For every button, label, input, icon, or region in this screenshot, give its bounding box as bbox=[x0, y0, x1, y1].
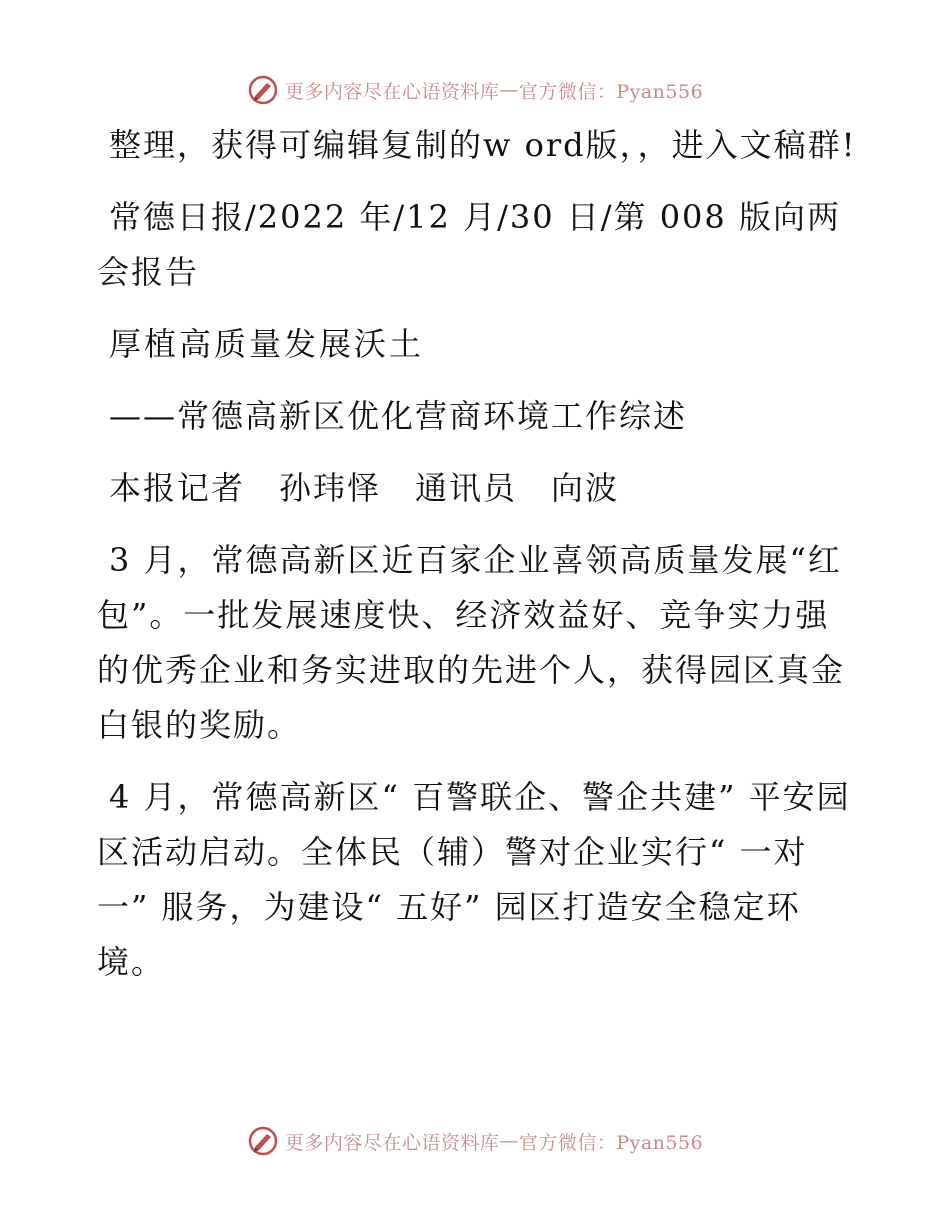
body-paragraph: 4 月，常德高新区“ 百警联企、警企共建” 平安园区活动启动。全体民（辅）警对企业实行“ 一对一” 服务，为建设“ 五好” 园区打造安全稳定环境。 bbox=[97, 778, 851, 981]
header-watermark bbox=[0, 70, 950, 110]
watermark-text: 更多内容尽在心语资料库 bbox=[284, 1131, 500, 1154]
article-subtitle: ——常德高新区优化营商环境工作综述 bbox=[109, 397, 688, 435]
document-body bbox=[97, 118, 857, 1007]
article-title: 厚植高质量发展沃土 bbox=[109, 325, 425, 363]
watermark-dash: — bbox=[499, 1130, 519, 1152]
byline: 本报记者 孙玮怿 通讯员 向波 bbox=[109, 469, 620, 507]
body-paragraph: 3 月，常德高新区近百家企业喜领高质量发展“红包”。一批发展速度快、经济效益好、竞争实力强的优秀企业和务实进取的先进个人，获得园区真金白银的奖励。 bbox=[97, 541, 846, 744]
watermark-text: 更多内容尽在心语资料库 bbox=[284, 80, 500, 103]
watermark-contact: 官方微信：Pyan556 bbox=[518, 1131, 704, 1154]
source-line: 常德日报/2022 年/12 月/30 日/第 008 版向两会报告 bbox=[97, 198, 841, 291]
pen-logo-icon bbox=[247, 1125, 279, 1157]
watermark-contact: 官方微信：Pyan556 bbox=[518, 80, 704, 103]
intro-paragraph: 整理，获得可编辑复制的w ord版，，进入文稿群! bbox=[109, 126, 857, 164]
pen-logo-icon bbox=[247, 74, 279, 106]
footer-watermark bbox=[0, 1121, 950, 1161]
watermark-dash: — bbox=[499, 79, 519, 101]
